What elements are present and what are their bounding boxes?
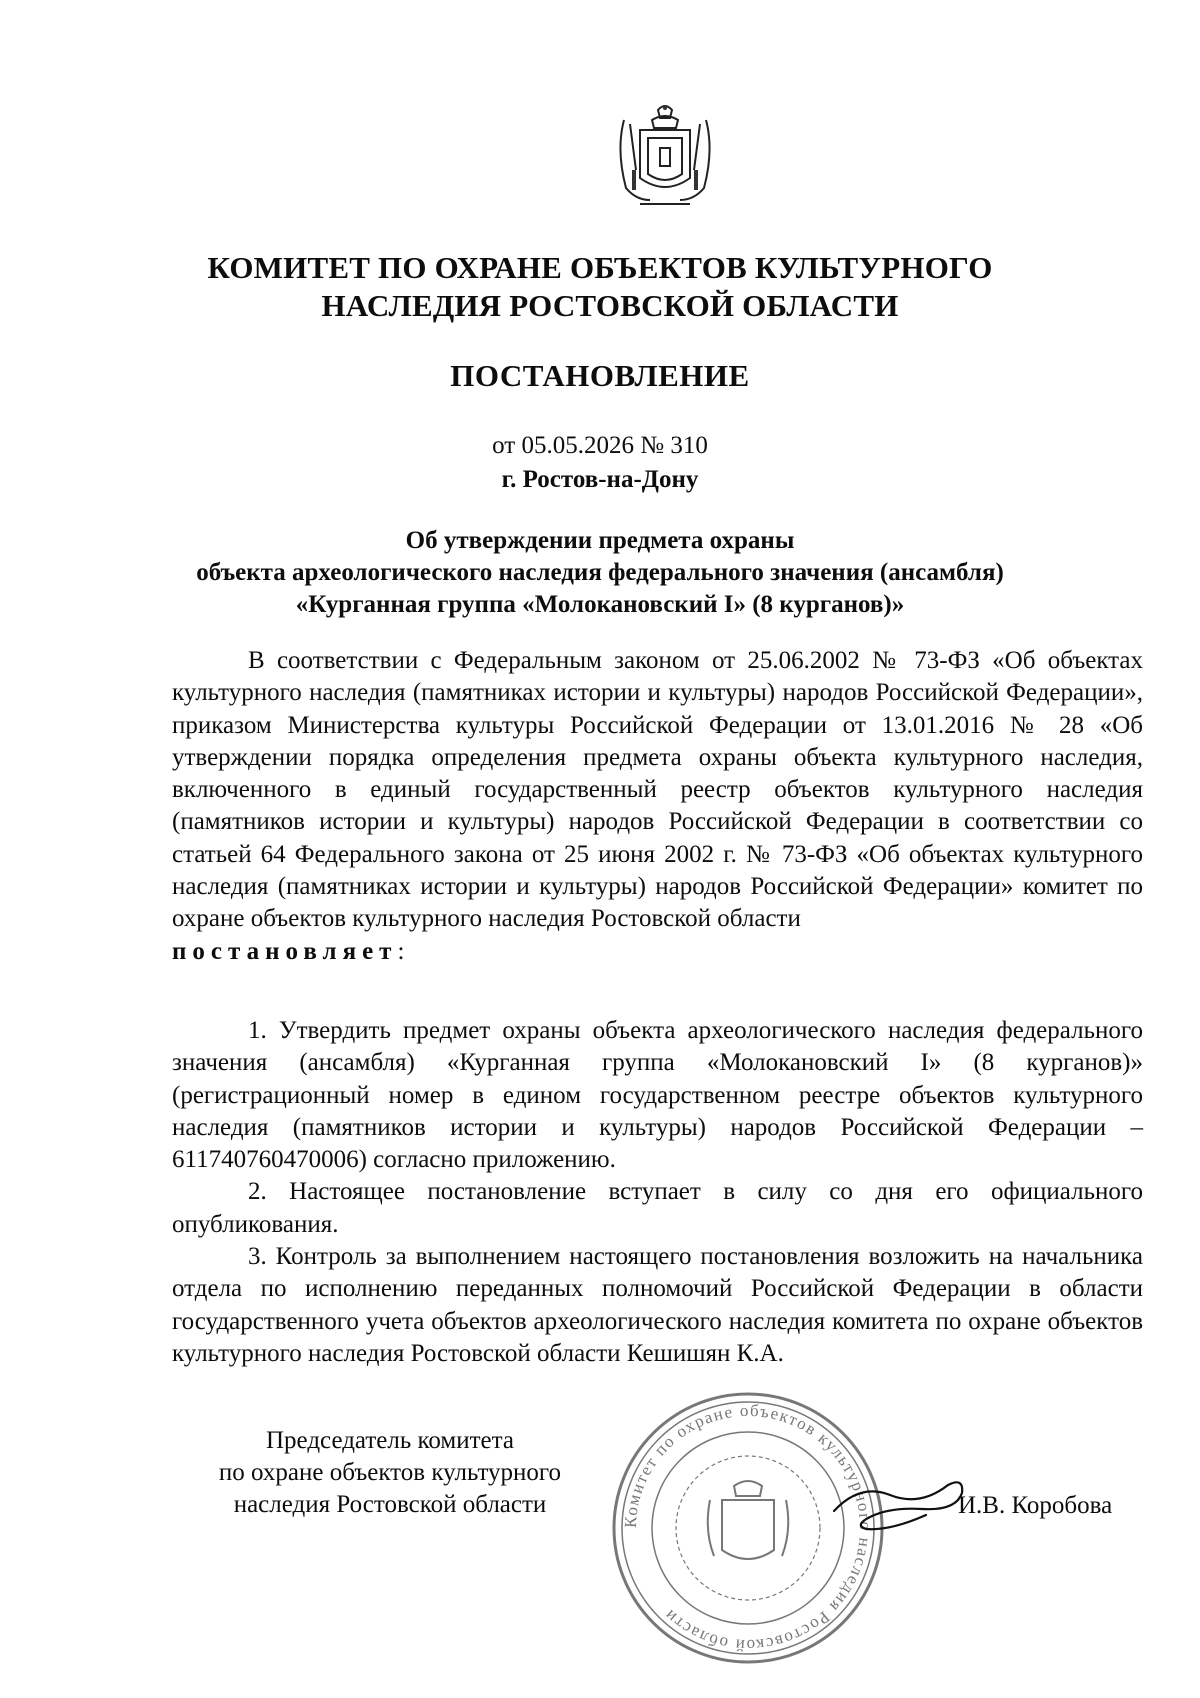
organization-name-line2: НАСЛЕДИЯ РОСТОВСКОЙ ОБЛАСТИ: [321, 288, 899, 323]
organization-name-line1: КОМИТЕТ ПО ОХРАНЕ ОБЪЕКТОВ КУЛЬТУРНОГО: [207, 250, 993, 285]
coat-of-arms-icon: [610, 100, 720, 212]
signer-title: [180, 1425, 600, 1521]
document-subject: [100, 525, 1100, 621]
preamble-text: В соответствии с Федеральным законом от 25.06.2002 № 73-ФЗ «Об объектах культурного наследия (памятниках истории и культуры) народов Российской Федерации», приказом Министерства культуры Российской Федерации от 13.01.2016 № 28 «Об утверждении порядка определения предмета охраны объекта культурного наследия, включенного в единый государственный реестр объектов культурного наследия (памятников истории и культуры) народов Российской Федерации в соответствии со статьей 64 Федерального закона от 25 июня 2002 г. № 73-ФЗ «Об объектах культурного наследия (памятниках истории и культуры) народов Российской Федерации» комитет по охране объектов культурного наследия Ростовской области: [172, 647, 1143, 933]
document-date-number: от 05.05.2026 № 310: [492, 432, 708, 459]
decree-items: [172, 1015, 1143, 1370]
signer-name: И.В. Коробова: [958, 1492, 1113, 1519]
handwritten-signature-icon: [830, 1465, 970, 1535]
seal-text: Комитет по охране объектов культурного наследия Ростовской области: [620, 1400, 876, 1656]
document-type-title: ПОСТАНОВЛЕНИЕ: [450, 358, 750, 393]
subject-line: Об утверждении предмета охраны: [405, 527, 795, 554]
subject-line: объекта археологического наследия федерального значения (ансамбля): [196, 559, 1004, 586]
subject-line: «Курганная группа «Молокановский I» (8 курганов)»: [295, 591, 905, 618]
decree-item: 3. Контроль за выполнением настоящего постановления возложить на начальника отдела по исполнению переданных полномочий Российской Федерации в области государственного учета объектов археологического наследия комитета по охране объектов культурного наследия Ростовской области Кешишян К.А.: [172, 1243, 1143, 1367]
decree-item: 2. Настоящее постановление вступает в силу со дня его официального опубликования.: [172, 1178, 1143, 1238]
decree-item: 1. Утвердить предмет охраны объекта археологического наследия федерального значения (ансамбля) «Курганная группа «Молокановский I» (8 курганов)» (регистрационный номер в едином государственном реестре объектов культурного наследия (памятников истории и культуры) народов Российской Федерации – 611740760470006) согласно приложению.: [172, 1017, 1143, 1174]
document-city: г. Ростов-на-Дону: [501, 466, 699, 493]
signer-title-line: Председатель комитета: [266, 1427, 514, 1454]
signer-title-line: по охране объектов культурного: [218, 1459, 562, 1486]
preamble-paragraph: [172, 645, 1143, 968]
decree-word: постановляет: [172, 937, 398, 965]
decree-suffix: :: [397, 937, 405, 965]
signer-title-line: наследия Ростовской области: [233, 1491, 547, 1518]
